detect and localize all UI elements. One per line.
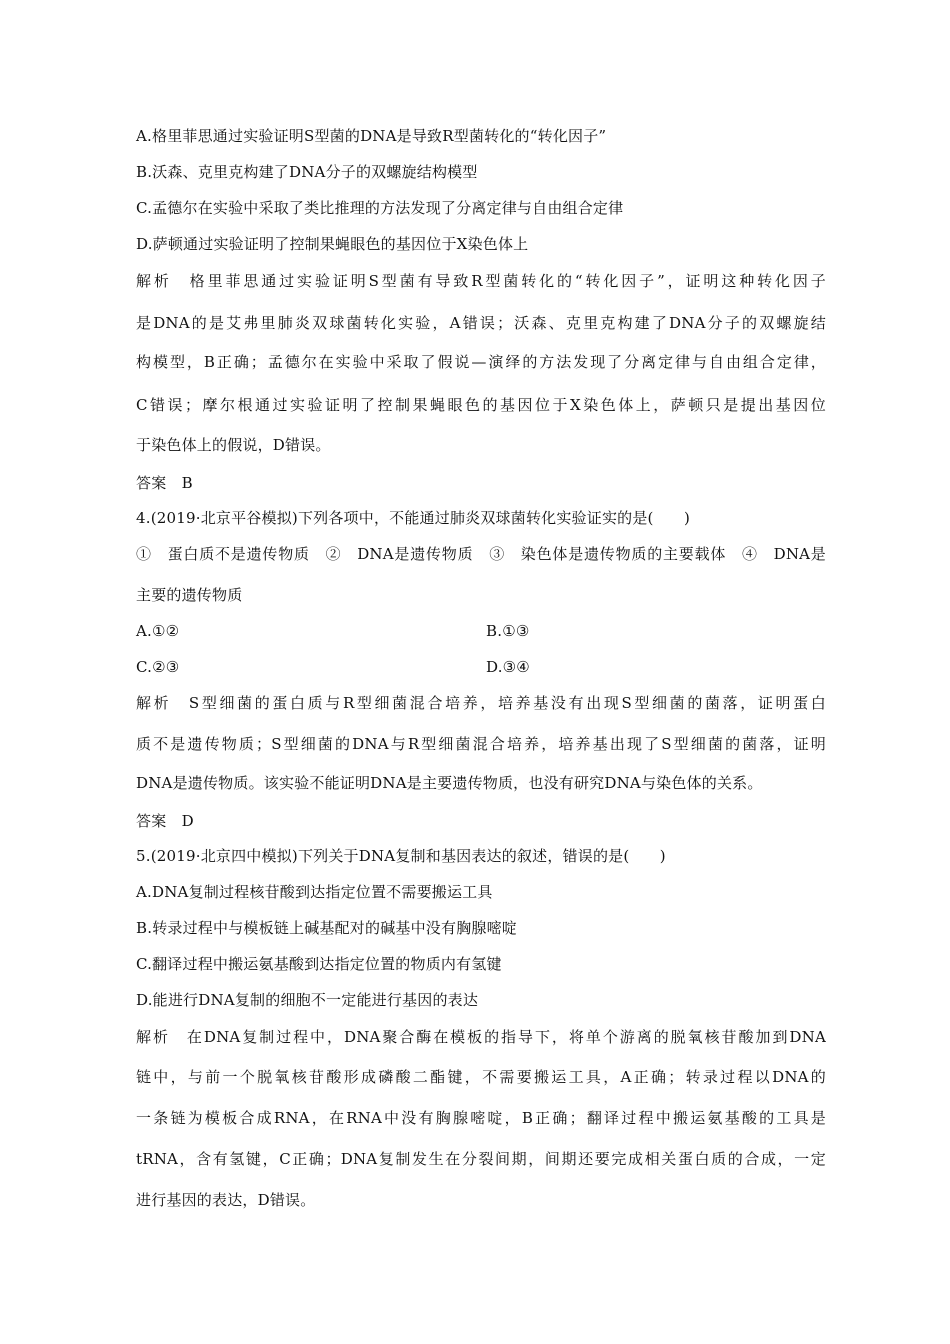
q3-option-b: B.沃森、克里克构建了DNA分子的双螺旋结构模型 (136, 163, 478, 181)
q4-items-line-2: 主要的遗传物质 (136, 586, 243, 604)
q5-analysis-line: 一条链为模板合成RNA，在RNA中没有胸腺嘧啶，B正确；翻译过程中搬运氨基酸的工具是 (136, 1109, 826, 1127)
q5-option-d: D.能进行DNA复制的细胞不一定能进行基因的表达 (136, 991, 479, 1009)
q5-analysis-line: tRNA，含有氢键，C正确；DNA复制发生在分裂间期，间期还要完成相关蛋白质的合成，一定 (136, 1150, 826, 1168)
q4-analysis-line: 质不是遗传物质；S型细菌的DNA与R型细菌混合培养，培养基出现了S型细菌的菌落，证明 (136, 735, 826, 753)
q3-option-c: C.孟德尔在实验中采取了类比推理的方法发现了分离定律与自由组合定律 (136, 199, 624, 217)
q3-analysis-line: 是DNA的是艾弗里肺炎双球菌转化实验，A错误；沃森、克里克构建了DNA分子的双螺旋结 (136, 314, 826, 332)
q5-option-a: A.DNA复制过程核苷酸到达指定位置不需要搬运工具 (136, 883, 493, 901)
q4-option-a: A.①② (136, 622, 180, 640)
q4-items-line-1: ① 蛋白质不是遗传物质 ② DNA是遗传物质 ③ 染色体是遗传物质的主要载体 ④ DNA是 (136, 545, 826, 563)
q4-stem: 4.(2019·北京平谷模拟)下列各项中，不能通过肺炎双球菌转化实验证实的是( ) (136, 509, 691, 527)
q5-stem: 5.(2019·北京四中模拟)下列关于DNA复制和基因表达的叙述，错误的是( ) (136, 847, 666, 865)
q3-option-d: D.萨顿通过实验证明了控制果蝇眼色的基因位于X染色体上 (136, 235, 529, 253)
q3-option-a: A.格里菲思通过实验证明S型菌的DNA是导致R型菌转化的“转化因子” (136, 127, 607, 145)
q3-answer: 答案 B (136, 474, 193, 492)
q3-analysis-line: 构模型，B正确；孟德尔在实验中采取了假说—演绎的方法发现了分离定律与自由组合定律， (136, 353, 826, 371)
q4-option-d: D.③④ (486, 658, 530, 676)
q3-analysis-line: C错误；摩尔根通过实验证明了控制果蝇眼色的基因位于X染色体上，萨顿只是提出基因位 (136, 396, 826, 414)
q5-analysis-line: 进行基因的表达，D错误。 (136, 1191, 316, 1209)
q5-analysis-line: 解析 在DNA复制过程中，DNA聚合酶在模板的指导下，将单个游离的脱氧核苷酸加到DNA (136, 1028, 826, 1046)
q4-option-b: B.①③ (486, 622, 530, 640)
q5-option-c: C.翻译过程中搬运氨基酸到达指定位置的物质内有氢键 (136, 955, 502, 973)
q4-analysis-line: 解析 S型细菌的蛋白质与R型细菌混合培养，培养基没有出现S型细菌的菌落，证明蛋白 (136, 694, 826, 712)
q5-option-b: B.转录过程中与模板链上碱基配对的碱基中没有胸腺嘧啶 (136, 919, 517, 937)
q4-option-c: C.②③ (136, 658, 180, 676)
q4-answer: 答案 D (136, 812, 194, 830)
q3-analysis-line: 于染色体上的假说，D错误。 (136, 436, 331, 454)
q3-analysis-line: 解析 格里菲思通过实验证明S型菌有导致R型菌转化的“转化因子”，证明这种转化因子 (136, 272, 826, 290)
q4-analysis-line: DNA是遗传物质。该实验不能证明DNA是主要遗传物质，也没有研究DNA与染色体的关系。 (136, 774, 763, 792)
q5-analysis-line: 链中，与前一个脱氧核苷酸形成磷酸二酯键，不需要搬运工具，A正确；转录过程以DNA的 (136, 1068, 826, 1086)
